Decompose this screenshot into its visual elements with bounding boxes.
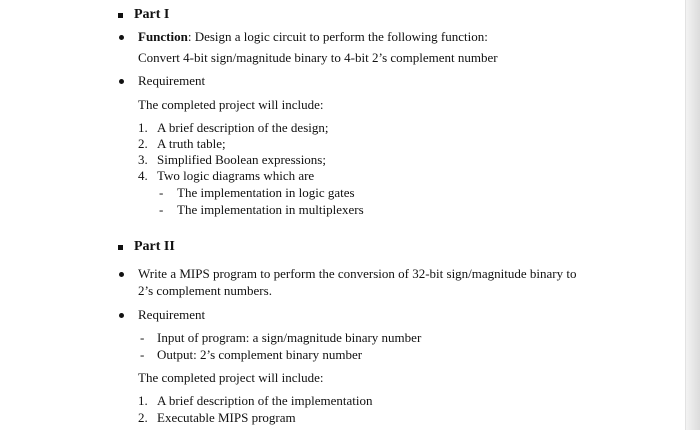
sublist-item: The implementation in multiplexers (177, 202, 364, 217)
write-line-2: 2’s complement numbers. (138, 283, 272, 298)
square-bullet-icon (118, 13, 123, 18)
list-number: 3. (138, 152, 148, 167)
io-item: Output: 2’s complement binary number (157, 347, 363, 362)
bullet-icon (119, 35, 124, 40)
bullet-icon (119, 79, 124, 84)
list-item: A brief description of the design; (157, 120, 329, 135)
dash-marker: - (159, 185, 164, 200)
dash-marker: - (140, 330, 145, 345)
part2-requirement: Requirement (138, 307, 206, 322)
list-item: A truth table; (157, 136, 226, 151)
dash-marker: - (140, 347, 145, 362)
list-item: Two logic diagrams which are (157, 168, 315, 183)
function-text: : Design a logic circuit to perform the following function: (187, 29, 488, 44)
list-number: 2. (138, 410, 148, 425)
list-item: Simplified Boolean expressions; (157, 152, 326, 167)
sublist-item: The implementation in logic gates (177, 185, 355, 200)
list-number: 1. (138, 120, 148, 135)
list-number: 2. (138, 136, 148, 151)
part1-heading: Part I (134, 7, 170, 22)
io-item: Input of program: a sign/magnitude binary number (157, 330, 422, 345)
part2-heading: Part II (134, 239, 175, 254)
function-label: Function (138, 29, 188, 44)
convert-line: Convert 4-bit sign/magnitude binary to 4-bit 2’s complement number (138, 50, 498, 65)
part1-will-include: The completed project will include: (138, 97, 324, 112)
write-line-1: Write a MIPS program to perform the conversion of 32-bit sign/magnitude binary to (138, 266, 577, 281)
list-number: 4. (138, 168, 148, 183)
list-number: 1. (138, 393, 148, 408)
bullet-icon (119, 313, 124, 318)
list-item: A brief description of the implementation (157, 393, 373, 408)
square-bullet-icon (118, 245, 123, 250)
part1-requirement: Requirement (138, 73, 206, 88)
list-item: Executable MIPS program (157, 410, 296, 425)
function-line (138, 29, 488, 44)
bullet-icon (119, 272, 124, 277)
page-edge (685, 0, 700, 430)
dash-marker: - (159, 202, 164, 217)
part2-will-include: The completed project will include: (138, 370, 324, 385)
